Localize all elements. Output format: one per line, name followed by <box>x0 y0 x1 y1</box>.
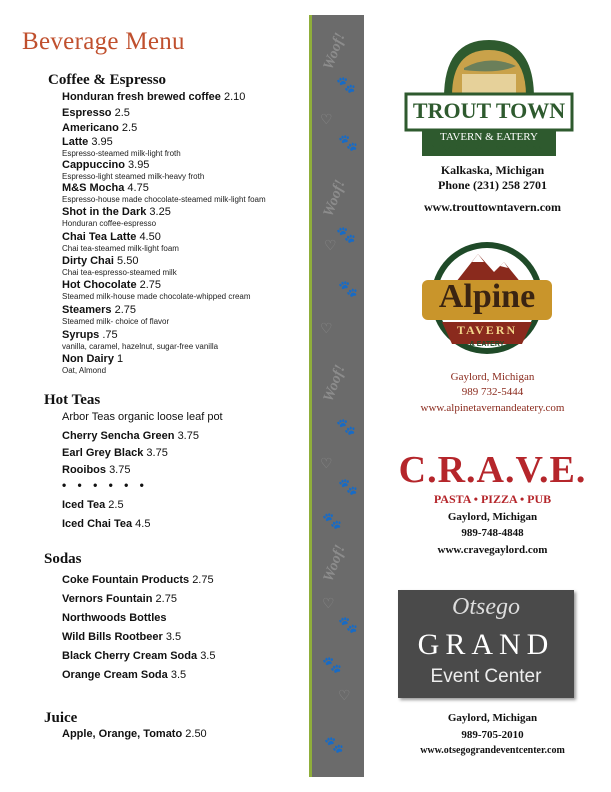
menu-item: Iced Tea 2.5 <box>62 499 124 511</box>
menu-item: Apple, Orange, Tomato 2.50 <box>62 728 207 740</box>
decorative-strip <box>309 15 364 777</box>
alpine-logo <box>412 240 562 360</box>
menu-item: Chai Tea Latte 4.50 <box>62 231 161 243</box>
alpine-logo-sub: TAVERN <box>456 323 518 337</box>
menu-item: Steamers 2.75 <box>62 304 137 316</box>
menu-item: M&S Mocha 4.75 <box>62 182 149 194</box>
paw-icon: 🐾 <box>322 657 342 674</box>
menu-item-desc: Oat, Almond <box>62 366 107 375</box>
menu-item-desc: Espresso-house made chocolate-steamed milk-light foam <box>62 195 266 204</box>
crave-logo-word: C.R.A.V.E. <box>398 449 587 491</box>
trout-url[interactable]: www.trouttowntavern.com <box>423 200 562 214</box>
otsego-grand-logo <box>398 590 574 698</box>
otsego-logo-script: Otsego <box>452 594 520 620</box>
menu-item: Northwoods Bottles <box>62 612 167 624</box>
section-sodas-heading: Sodas <box>44 551 82 567</box>
menu-item: Non Dairy 1 <box>62 353 124 365</box>
woof-text: Woof! <box>320 177 349 219</box>
menu-item-desc: Honduran coffee-espresso <box>62 219 157 228</box>
menu-item: Shot in the Dark 3.25 <box>62 206 171 218</box>
section-hot-teas-heading: Hot Teas <box>44 392 101 408</box>
alpine-url[interactable]: www.alpinetavernandeatery.com <box>420 402 565 414</box>
hot-teas-intro: Arbor Teas organic loose leaf pot <box>62 411 223 423</box>
paw-icon: 🐾 <box>336 227 356 244</box>
alpine-logo-word: Alpine <box>438 278 536 315</box>
crave-tagline: PASTA • PIZZA • PUB <box>433 492 552 506</box>
otsego-url[interactable]: www.otsegograndeventcenter.com <box>420 745 565 756</box>
crave-city: Gaylord, Michigan <box>447 511 538 523</box>
menu-item: Orange Cream Soda 3.5 <box>62 669 187 681</box>
menu-item-desc: Steamed milk-house made chocolate-whipped cream <box>62 292 251 301</box>
woof-text: Woof! <box>320 30 349 72</box>
alpine-logo-sub2: & EATERY <box>469 341 505 348</box>
menu-item: Vernors Fountain 2.75 <box>62 593 177 605</box>
menu-item: Espresso 2.5 <box>62 107 130 119</box>
heart-icon: ♡ <box>338 687 351 703</box>
menu-item: Syrups .75 <box>62 329 118 341</box>
section-juice-heading: Juice <box>44 710 78 726</box>
menu-item-desc: vanilla, caramel, hazelnut, sugar-free vanilla <box>62 342 219 351</box>
menu-item: Wild Bills Rootbeer 3.5 <box>62 631 182 643</box>
paw-icon: 🐾 <box>338 617 358 634</box>
menu-item: Americano 2.5 <box>62 122 138 134</box>
trout-logo-mid: TAVERN & EATERY <box>440 131 538 143</box>
crave-url[interactable]: www.cravegaylord.com <box>437 544 548 556</box>
paw-icon: 🐾 <box>336 419 356 436</box>
heart-icon: ♡ <box>322 595 335 611</box>
menu-item: Earl Grey Black 3.75 <box>62 447 168 459</box>
menu-item: Honduran fresh brewed coffee 2.10 <box>62 91 246 103</box>
heart-icon: ♡ <box>320 455 333 471</box>
dot-separator: • • • • • • <box>62 478 148 492</box>
menu-item: Rooibos 3.75 <box>62 464 131 476</box>
woof-text: Woof! <box>320 542 349 584</box>
otsego-logo-word: GRAND <box>417 628 555 661</box>
section-coffee-heading: Coffee & Espresso <box>48 72 167 88</box>
otsego-phone: 989-705-2010 <box>461 729 524 741</box>
trout-phone: Phone (231) 258 2701 <box>438 178 547 192</box>
paw-icon: 🐾 <box>338 135 358 152</box>
menu-item: Coke Fountain Products 2.75 <box>62 574 214 586</box>
menu-title: Beverage Menu <box>22 28 185 55</box>
menu-item-desc: Espresso-light steamed milk-heavy froth <box>62 172 205 181</box>
menu-item: Latte 3.95 <box>62 136 113 148</box>
menu-item-desc: Steamed milk- choice of flavor <box>62 317 170 326</box>
heart-icon: ♡ <box>320 320 333 336</box>
heart-icon: ♡ <box>324 237 337 253</box>
menu-item-desc: Chai tea-steamed milk-light foam <box>62 244 179 253</box>
trout-town-logo <box>404 30 574 158</box>
menu-item: Black Cherry Cream Soda 3.5 <box>62 650 216 662</box>
trout-logo-bottom: BREAKFAST ★ LUNCH ★ DINNER <box>423 144 555 153</box>
menu-item-desc: Chai tea-espresso-steamed milk <box>62 268 177 277</box>
alpine-phone: 989 732-5444 <box>461 386 524 398</box>
paw-icon: 🐾 <box>338 479 358 496</box>
trout-city: Kalkaska, Michigan <box>440 163 545 177</box>
paw-icon: 🐾 <box>322 513 342 530</box>
menu-item: Cappuccino 3.95 <box>62 159 150 171</box>
trout-logo-top: TROUT TOWN <box>412 98 566 123</box>
menu-item: Cherry Sencha Green 3.75 <box>62 430 199 442</box>
crave-phone: 989-748-4848 <box>461 527 524 539</box>
menu-item-desc: Espresso-steamed milk-light froth <box>62 149 181 158</box>
heart-icon: ♡ <box>320 111 333 127</box>
paw-icon: 🐾 <box>336 77 356 94</box>
menu-item: Dirty Chai 5.50 <box>62 255 139 267</box>
otsego-city: Gaylord, Michigan <box>447 712 538 724</box>
paw-icon: 🐾 <box>324 737 344 754</box>
menu-item: Hot Chocolate 2.75 <box>62 279 162 291</box>
woof-text: Woof! <box>320 362 349 404</box>
paw-icon: 🐾 <box>338 281 358 298</box>
alpine-city: Gaylord, Michigan <box>450 371 535 383</box>
otsego-logo-sub: Event Center <box>430 666 542 687</box>
menu-item: Iced Chai Tea 4.5 <box>62 518 151 530</box>
